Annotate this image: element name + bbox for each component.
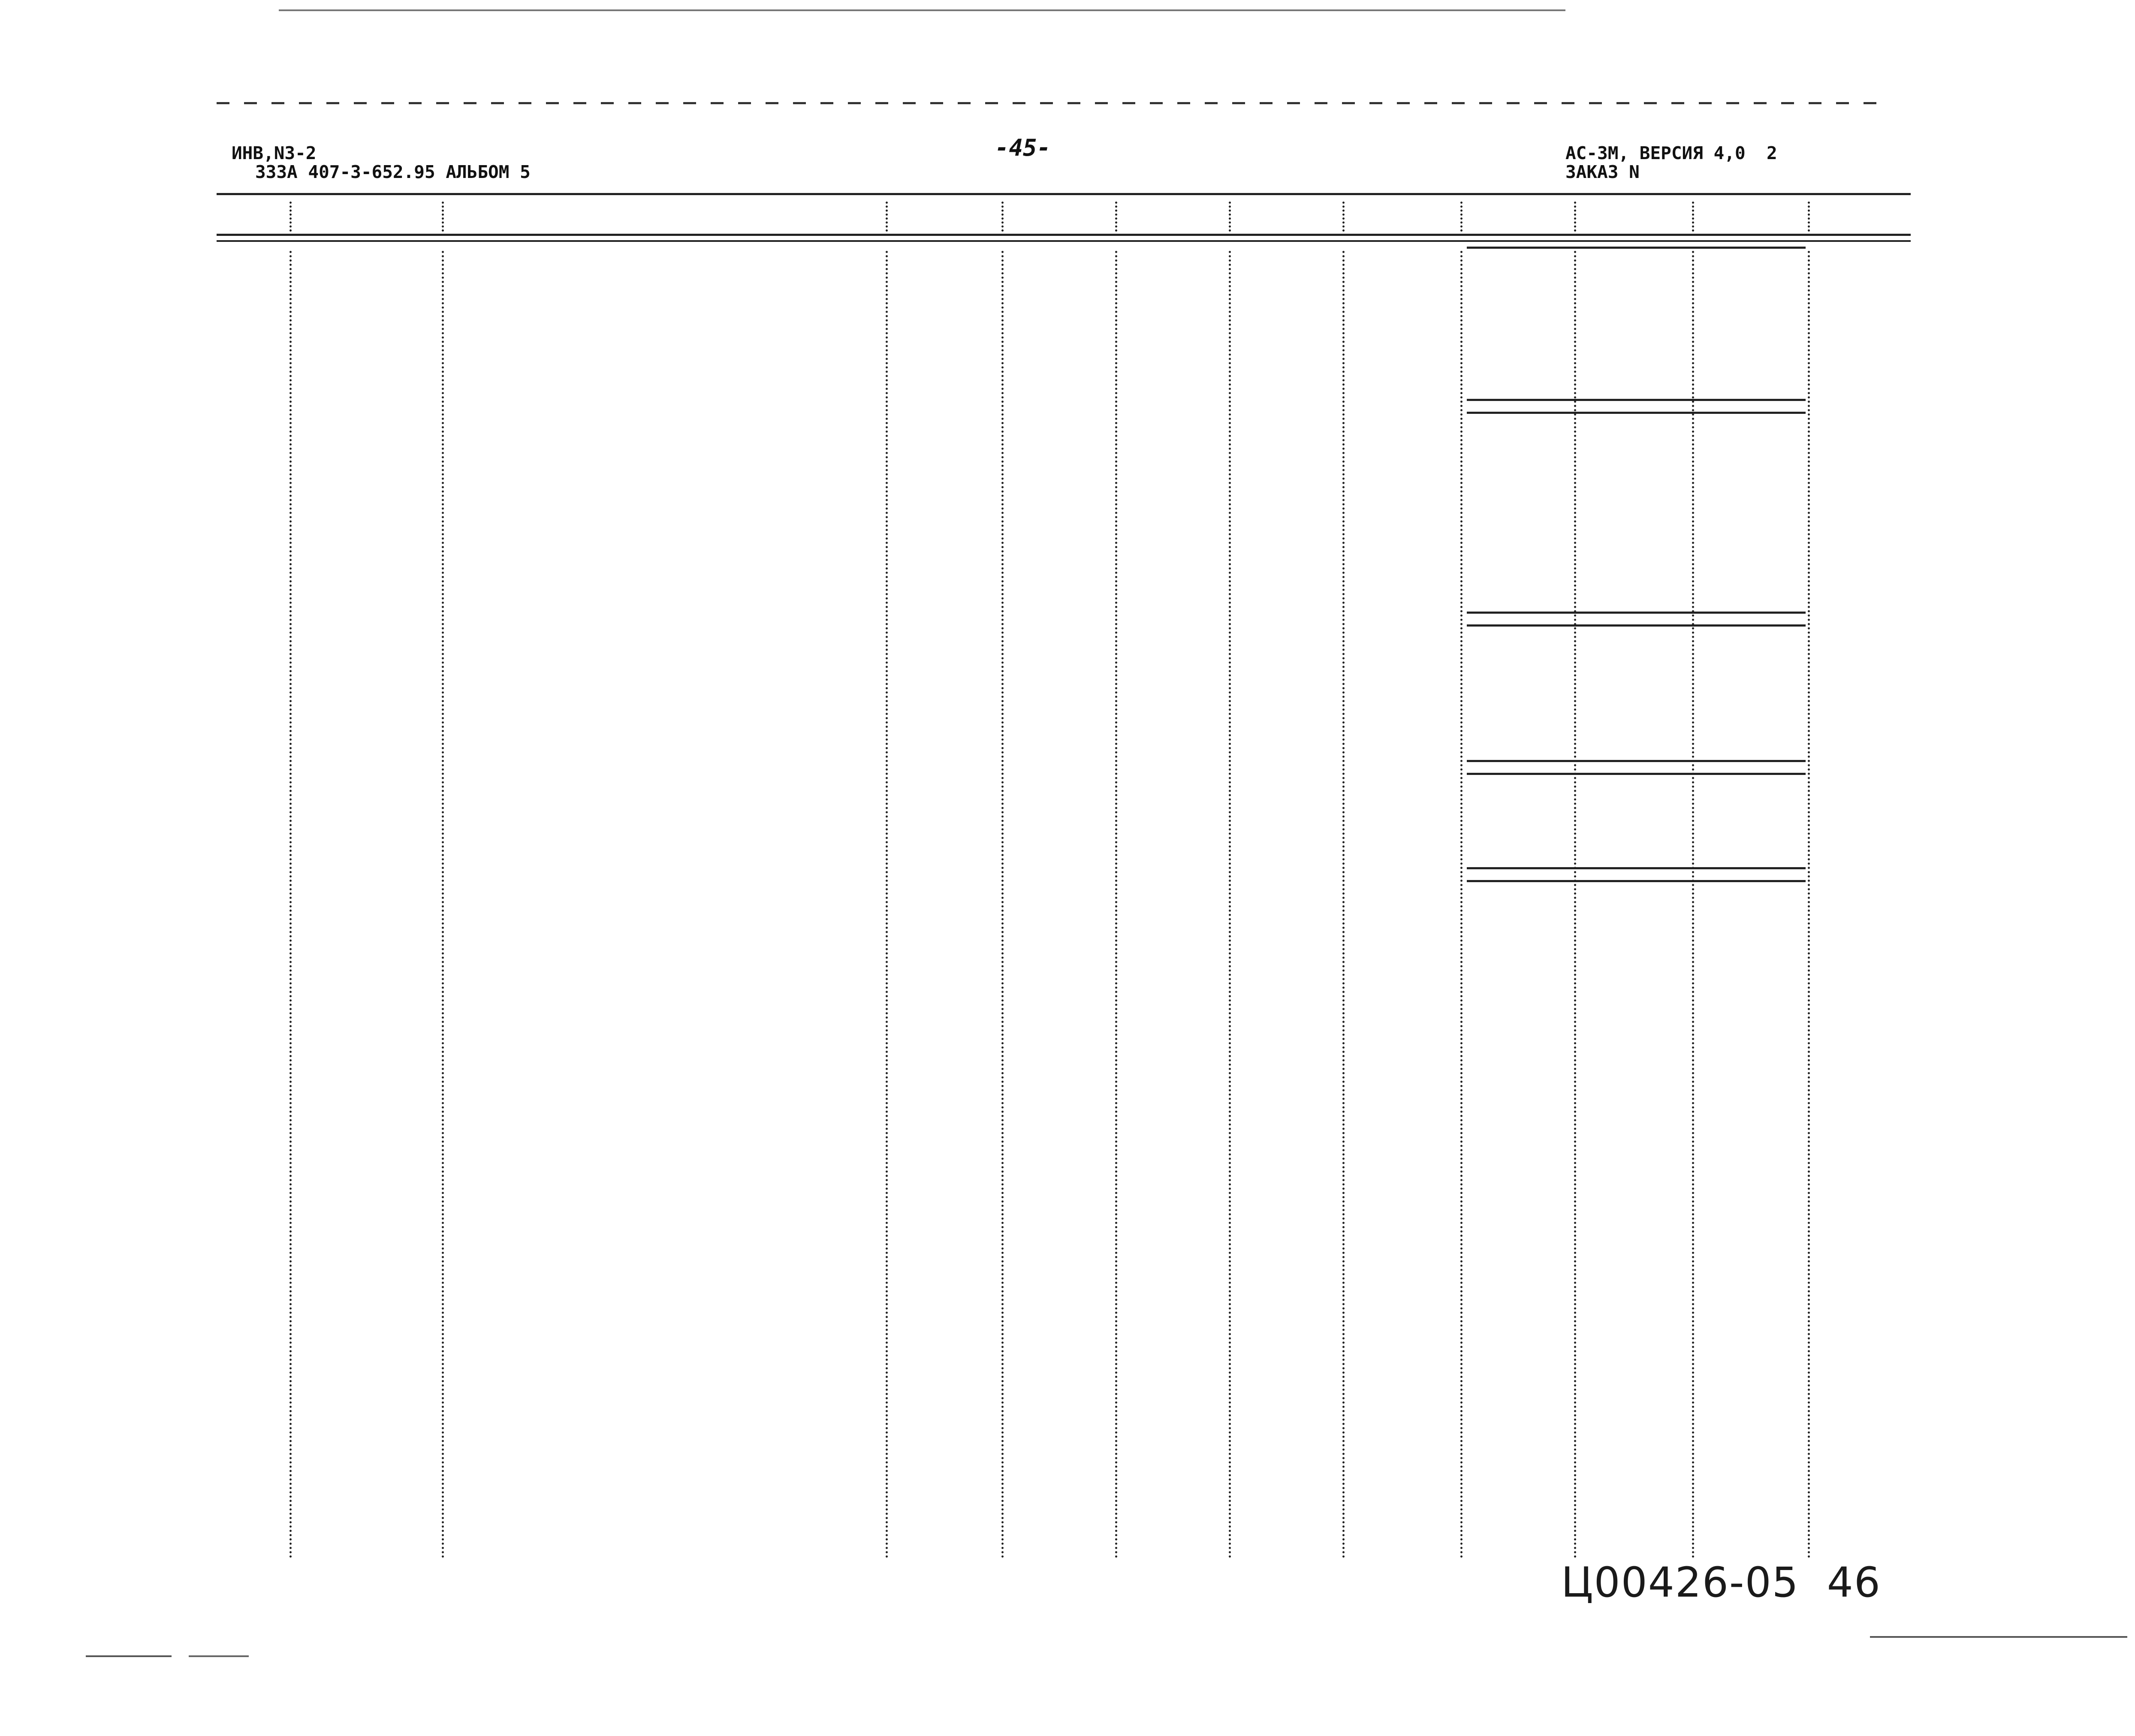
subtotal-rule (1467, 880, 1806, 882)
column-separator (886, 251, 888, 1559)
dash-segment (244, 102, 257, 104)
dash-segment (1424, 102, 1437, 104)
subtotal-rule (1467, 412, 1806, 414)
top-rule (279, 9, 1565, 11)
dash-segment (1177, 102, 1190, 104)
dash-segment (1150, 102, 1163, 104)
column-separator (1460, 251, 1463, 1559)
subtotal-rule (1467, 612, 1806, 614)
bottom-right-rule (1870, 1636, 2127, 1638)
dash-segment (1232, 102, 1245, 104)
subtotal-rule (1467, 399, 1806, 401)
dash-segment (985, 102, 998, 104)
program-version: АС-3М, ВЕРСИЯ 4,0 2 (1565, 143, 1777, 163)
header-rule-bottom (217, 234, 1911, 236)
column-separator (442, 251, 444, 1559)
dash-segment (491, 102, 504, 104)
dash-segment (464, 102, 476, 104)
dash-segment (1260, 102, 1273, 104)
dash-segment (1369, 102, 1382, 104)
dash-segment (1095, 102, 1108, 104)
dash-segment (271, 102, 284, 104)
column-separator (1001, 202, 1004, 232)
dash-segment (601, 102, 614, 104)
dash-segment (1507, 102, 1520, 104)
dash-segment (1836, 102, 1849, 104)
dash-segment (1068, 102, 1080, 104)
page-number: -45- (995, 134, 1051, 161)
dash-segment (875, 102, 888, 104)
dash-segment (628, 102, 641, 104)
dash-segment (1397, 102, 1410, 104)
column-separator (1342, 251, 1345, 1559)
dash-segment (519, 102, 531, 104)
subtotal-rule (1467, 867, 1806, 869)
dash-segment (1479, 102, 1492, 104)
handwritten-note: Ц00426-05 46 (1561, 1558, 1881, 1606)
header-rule-bottom-2 (217, 240, 1911, 242)
bottom-left-rule (86, 1655, 172, 1657)
dash-segment (1754, 102, 1767, 104)
dash-segment (1562, 102, 1574, 104)
column-separator (1692, 202, 1694, 232)
column-separator (1115, 202, 1117, 232)
column-separator (1574, 251, 1576, 1559)
dash-segment (1013, 102, 1025, 104)
column-separator (1808, 251, 1810, 1559)
dash-segment (1726, 102, 1739, 104)
subtotal-rule (1467, 760, 1806, 762)
column-separator (886, 202, 888, 232)
dash-segment (217, 102, 229, 104)
column-separator (289, 251, 292, 1559)
dash-segment (546, 102, 559, 104)
dash-segment (793, 102, 806, 104)
dash-segment (1122, 102, 1135, 104)
column-separator (1229, 251, 1231, 1559)
order-label: ЗАКАЗ N (1565, 162, 1640, 182)
column-separator (1460, 202, 1463, 232)
dash-segment (711, 102, 724, 104)
dash-segment (1616, 102, 1629, 104)
dash-segment (820, 102, 833, 104)
dash-segment (409, 102, 422, 104)
dash-segment (1342, 102, 1355, 104)
dash-segment (958, 102, 971, 104)
dash-segment (903, 102, 916, 104)
dash-segment (683, 102, 696, 104)
dash-segment (656, 102, 669, 104)
column-separator (1342, 202, 1345, 232)
dash-segment (766, 102, 778, 104)
dash-segment (381, 102, 394, 104)
column-separator (442, 202, 444, 232)
dash-segment (1287, 102, 1300, 104)
dash-segment (326, 102, 339, 104)
dash-segment (1452, 102, 1465, 104)
dashed-separator (217, 102, 1889, 106)
column-separator (1808, 202, 1810, 232)
column-separator (1574, 202, 1576, 232)
column-separator (1229, 202, 1231, 232)
dash-segment (436, 102, 449, 104)
bottom-left-rule-2 (189, 1655, 249, 1657)
subtotal-rule (1467, 247, 1806, 249)
subtotal-rule (1467, 624, 1806, 627)
dash-segment (930, 102, 943, 104)
dash-segment (1644, 102, 1657, 104)
dash-segment (1589, 102, 1602, 104)
dash-segment (1315, 102, 1327, 104)
dash-segment (1699, 102, 1712, 104)
subtotal-rule (1467, 773, 1806, 775)
dash-segment (1040, 102, 1053, 104)
dash-segment (354, 102, 367, 104)
column-separator (1692, 251, 1694, 1559)
column-separator (1001, 251, 1004, 1559)
dash-segment (1781, 102, 1794, 104)
column-separator (1115, 251, 1117, 1559)
dash-segment (848, 102, 861, 104)
document-code: 333А 407-3-652.95 АЛЬБОМ 5 (255, 162, 531, 182)
dash-segment (1534, 102, 1547, 104)
dash-segment (1671, 102, 1684, 104)
inventory-number: ИНВ,N3-2 (232, 143, 317, 163)
header-rule-top (217, 193, 1911, 195)
dash-segment (1864, 102, 1876, 104)
dash-segment (1205, 102, 1218, 104)
dash-segment (573, 102, 586, 104)
dash-segment (299, 102, 312, 104)
dash-segment (738, 102, 751, 104)
column-separator (289, 202, 292, 232)
dash-segment (1809, 102, 1821, 104)
